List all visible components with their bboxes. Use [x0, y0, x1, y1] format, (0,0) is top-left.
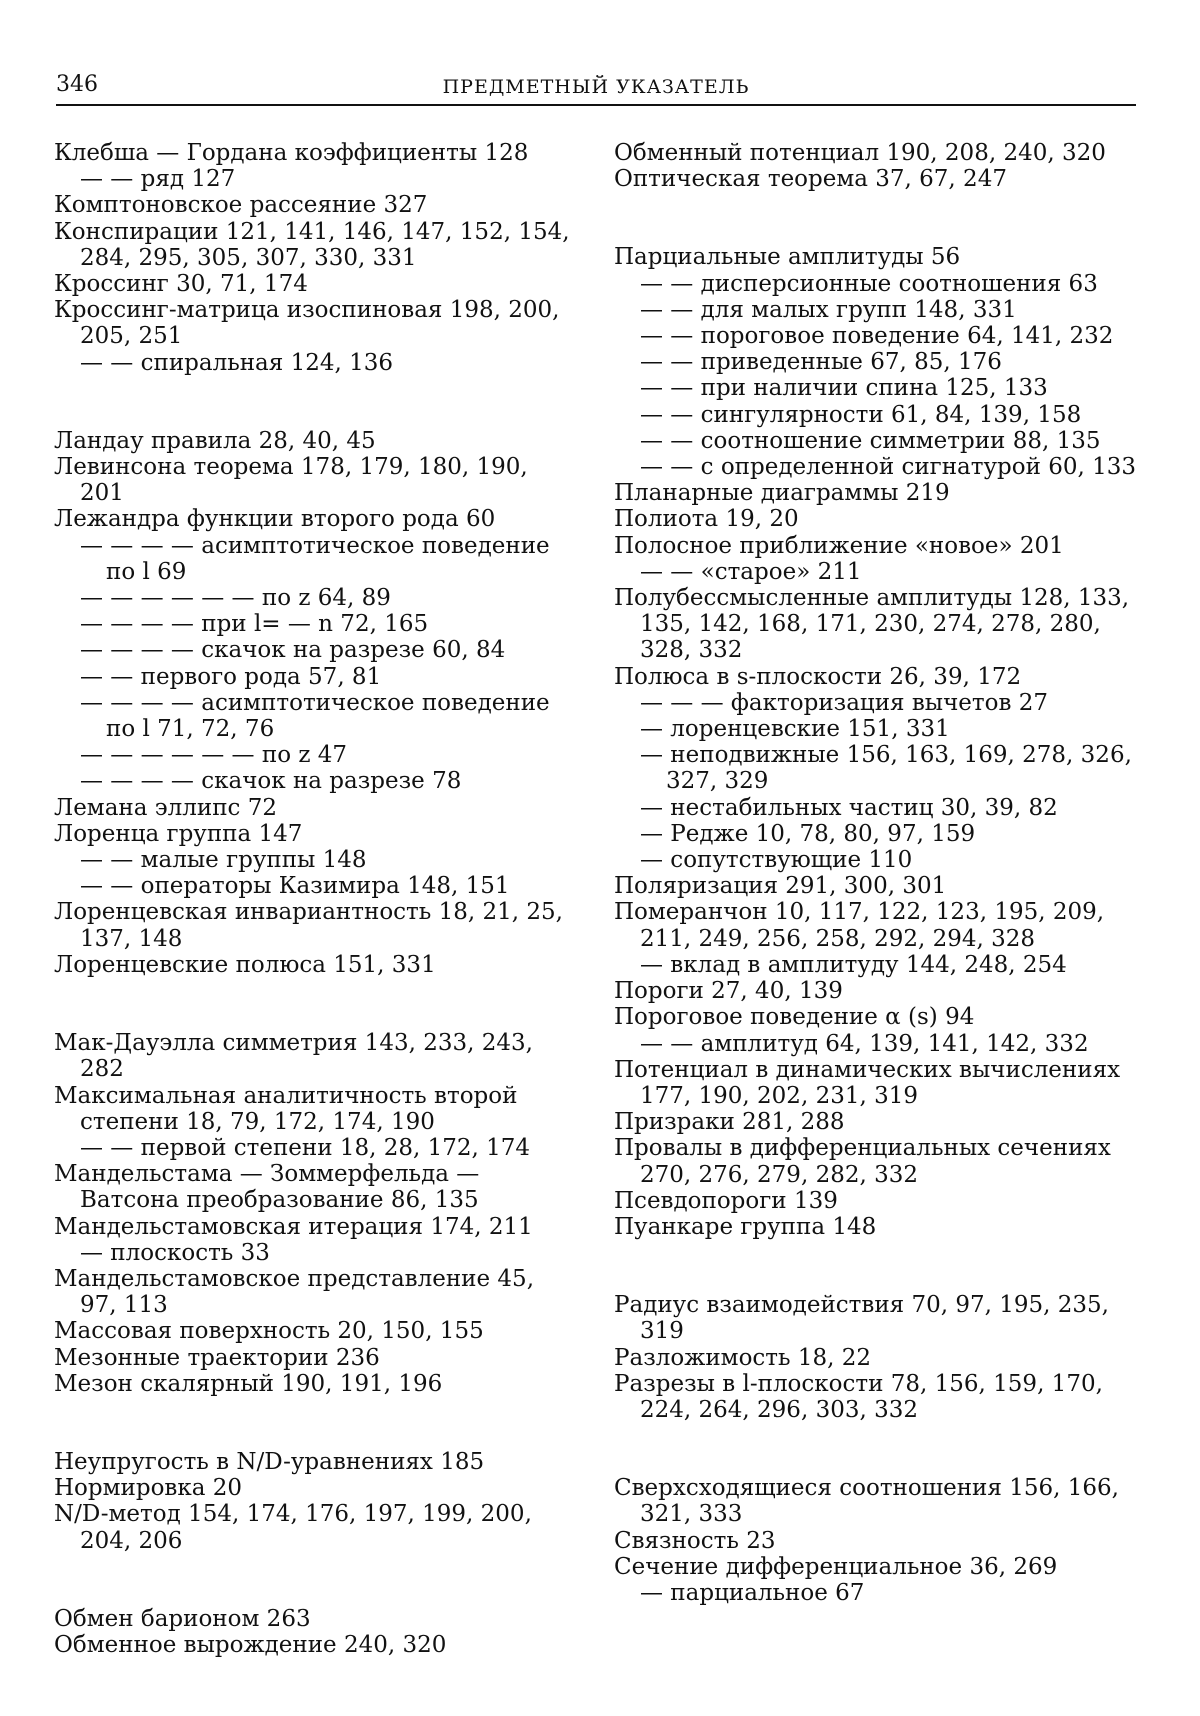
index-subentry: — — пороговое поведение 64, 141, 232	[640, 323, 1114, 350]
index-entry: Псевдопороги 139	[614, 1187, 838, 1214]
index-subentry: — — для малых групп 148, 331	[640, 296, 1017, 323]
index-entry: Мандельстамовская итерация 174, 211	[54, 1213, 533, 1240]
index-entry: Радиус взаимодействия 70, 97, 195, 235, 319	[614, 1292, 1109, 1345]
index-entry: Связность 23	[614, 1527, 776, 1554]
index-entry: Полубессмысленные амплитуды 128, 133, 135, 142, 168, 171, 230, 274, 278, 280, 328, 332	[614, 585, 1130, 664]
index-subentry: — — первого рода 57, 81	[80, 663, 382, 690]
index-entry: Мак-Дауэлла симметрия 143, 233, 243, 282	[54, 1030, 533, 1083]
index-subentry: — — — — асимптотическое поведение по l 69	[80, 532, 550, 585]
index-entry: Обменный потенциал 190, 208, 240, 320	[614, 140, 1106, 166]
index-entry: Обмен барионом 263	[54, 1605, 311, 1632]
index-entry: Лоренцевская инвариантность 18, 21, 25, 137, 148	[54, 899, 563, 952]
index-column-left	[54, 140, 574, 1658]
index-subentry: — — — — — — по z 64, 89	[80, 585, 391, 612]
index-subentry: — — амплитуд 64, 139, 141, 142, 332	[640, 1030, 1089, 1057]
index-entry: Поляризация 291, 300, 301	[614, 873, 947, 900]
index-subentry: — — операторы Казимира 148, 151	[80, 873, 510, 900]
index-subentry: — — — — скачок на разрезе 60, 84	[80, 637, 506, 664]
index-entry: Полюса в s-плоскости 26, 39, 172	[614, 663, 1022, 690]
index-entry: Оптическая теорема 37, 67, 247	[614, 166, 1007, 193]
index-entry: Мандельстама — Зоммерфельда — Ватсона преобразование 86, 135	[54, 1161, 480, 1214]
index-entry: Полосное приближение «новое» 201	[614, 532, 1064, 559]
index-subentry: — — приведенные 67, 85, 176	[640, 349, 1002, 376]
index-subentry: — — соотношение симметрии 88, 135	[640, 427, 1101, 454]
index-entry: Провалы в дифференциальных сечениях 270, 276, 279, 282, 332	[614, 1135, 1111, 1188]
index-entry: Лемана эллипс 72	[54, 794, 277, 821]
index-subentry: — — малые группы 148	[80, 847, 367, 874]
index-subentry: — — — — асимптотическое поведение по l 71, 72, 76	[80, 689, 550, 743]
section-gap	[614, 1240, 1144, 1292]
index-subentry: — — при наличии спина 125, 133	[640, 375, 1048, 402]
index-subentry: — неподвижные 156, 163, 169, 278, 326, 327, 329	[640, 742, 1132, 795]
index-entry: Лоренца группа 147	[54, 820, 303, 847]
index-entry: Обменное вырождение 240, 320	[54, 1631, 447, 1658]
section-gap	[54, 978, 574, 1030]
index-entry: Конспирации 121, 141, 146, 147, 152, 154, 284, 295, 305, 307, 330, 331	[54, 218, 570, 271]
index-entry: Лоренцевские полюса 151, 331	[54, 951, 436, 978]
index-entry: Парциальные амплитуды 56	[614, 244, 961, 271]
page-header	[56, 64, 1136, 106]
index-entry: Мезон скалярный 190, 191, 196	[54, 1370, 443, 1397]
section-gap	[54, 376, 574, 428]
section-gap	[614, 192, 1144, 244]
index-entry: Пороговое поведение α (s) 94	[614, 1004, 975, 1031]
index-entry: Призраки 281, 288	[614, 1109, 845, 1136]
page-number: 346	[56, 72, 98, 97]
index-entry: Массовая поверхность 20, 150, 155	[54, 1318, 484, 1345]
index-subentry: — Редже 10, 78, 80, 97, 159	[640, 820, 976, 847]
index-subentry: — сопутствующие 110	[640, 847, 913, 874]
index-entry: Комптоновское рассеяние 327	[54, 192, 428, 219]
index-entry: Мезонные траектории 236	[54, 1344, 380, 1371]
index-entry: Лежандра функции второго рода 60	[54, 506, 496, 533]
index-subentry: — — — факторизация вычетов 27	[640, 689, 1049, 716]
index-entry: Нормировка 20	[54, 1475, 243, 1502]
index-subentry: — — с определенной сигнатурой 60, 133	[640, 454, 1137, 481]
index-subentry: — — — — при l= — n 72, 165	[80, 611, 429, 638]
index-entry: Пуанкаре группа 148	[614, 1213, 877, 1240]
index-subentry: — плоскость 33	[80, 1239, 270, 1266]
index-subentry: — лоренцевские 151, 331	[640, 716, 950, 743]
index-entry: Планарные диаграммы 219	[614, 480, 950, 507]
index-subentry: — парциальное 67	[640, 1579, 865, 1606]
index-subentry: — — — — — — по z 47	[80, 742, 348, 769]
index-entry: Клебша — Гордана коэффициенты 128	[54, 140, 529, 166]
index-entry: Кроссинг-матрица изоспиновая 198, 200, 205, 251	[54, 297, 560, 350]
index-subentry: — — — — скачок на разрезе 78	[80, 768, 462, 795]
index-entry: Пороги 27, 40, 139	[614, 978, 843, 1005]
section-gap	[54, 1397, 574, 1449]
index-subentry: — — «старое» 211	[640, 558, 862, 585]
index-column-right	[614, 140, 1144, 1606]
index-entry: Потенциал в динамических вычислениях 177, 190, 202, 231, 319	[614, 1056, 1121, 1109]
index-entry: Разрезы в l-плоскости 78, 156, 159, 170, 224, 264, 296, 303, 332	[614, 1370, 1103, 1423]
index-subentry: — — ряд 127	[80, 166, 236, 193]
index-entry: Неупругость в N/D-уравнениях 185	[54, 1448, 485, 1475]
index-entry: Полиота 19, 20	[614, 506, 799, 533]
index-subentry: — — сингулярности 61, 84, 139, 158	[640, 401, 1082, 428]
index-entry: N/D-метод 154, 174, 176, 197, 199, 200, 204, 206	[54, 1501, 532, 1554]
index-entry: Померанчон 10, 117, 122, 123, 195, 209, 211, 249, 256, 258, 292, 294, 328	[614, 899, 1105, 952]
index-entry: Мандельстамовское представление 45, 97, 113	[54, 1265, 535, 1319]
index-subentry: — — спиральная 124, 136	[80, 349, 394, 376]
index-entry: Кроссинг 30, 71, 174	[54, 271, 308, 298]
running-head: ПРЕДМЕТНЫЙ УКАЗАТЕЛЬ	[442, 76, 750, 98]
index-entry: Сечение дифференциальное 36, 269	[614, 1553, 1058, 1580]
index-entry: Сверхсходящиеся соотношения 156, 166, 321, 333	[614, 1475, 1119, 1528]
index-entry: Левинсона теорема 178, 179, 180, 190, 201	[54, 454, 528, 507]
index-subentry: — нестабильных частиц 30, 39, 82	[640, 794, 1058, 821]
index-subentry: — — первой степени 18, 28, 172, 174	[80, 1134, 531, 1161]
index-entry: Разложимость 18, 22	[614, 1344, 872, 1371]
index-subentry: — вклад в амплитуду 144, 248, 254	[640, 951, 1067, 978]
index-subentry: — — дисперсионные соотношения 63	[640, 270, 1098, 297]
section-gap	[614, 1423, 1144, 1475]
section-gap	[54, 1554, 574, 1606]
index-entry: Максимальная аналитичность второй степени 18, 79, 172, 174, 190	[54, 1082, 518, 1135]
index-entry: Ландау правила 28, 40, 45	[54, 427, 376, 454]
